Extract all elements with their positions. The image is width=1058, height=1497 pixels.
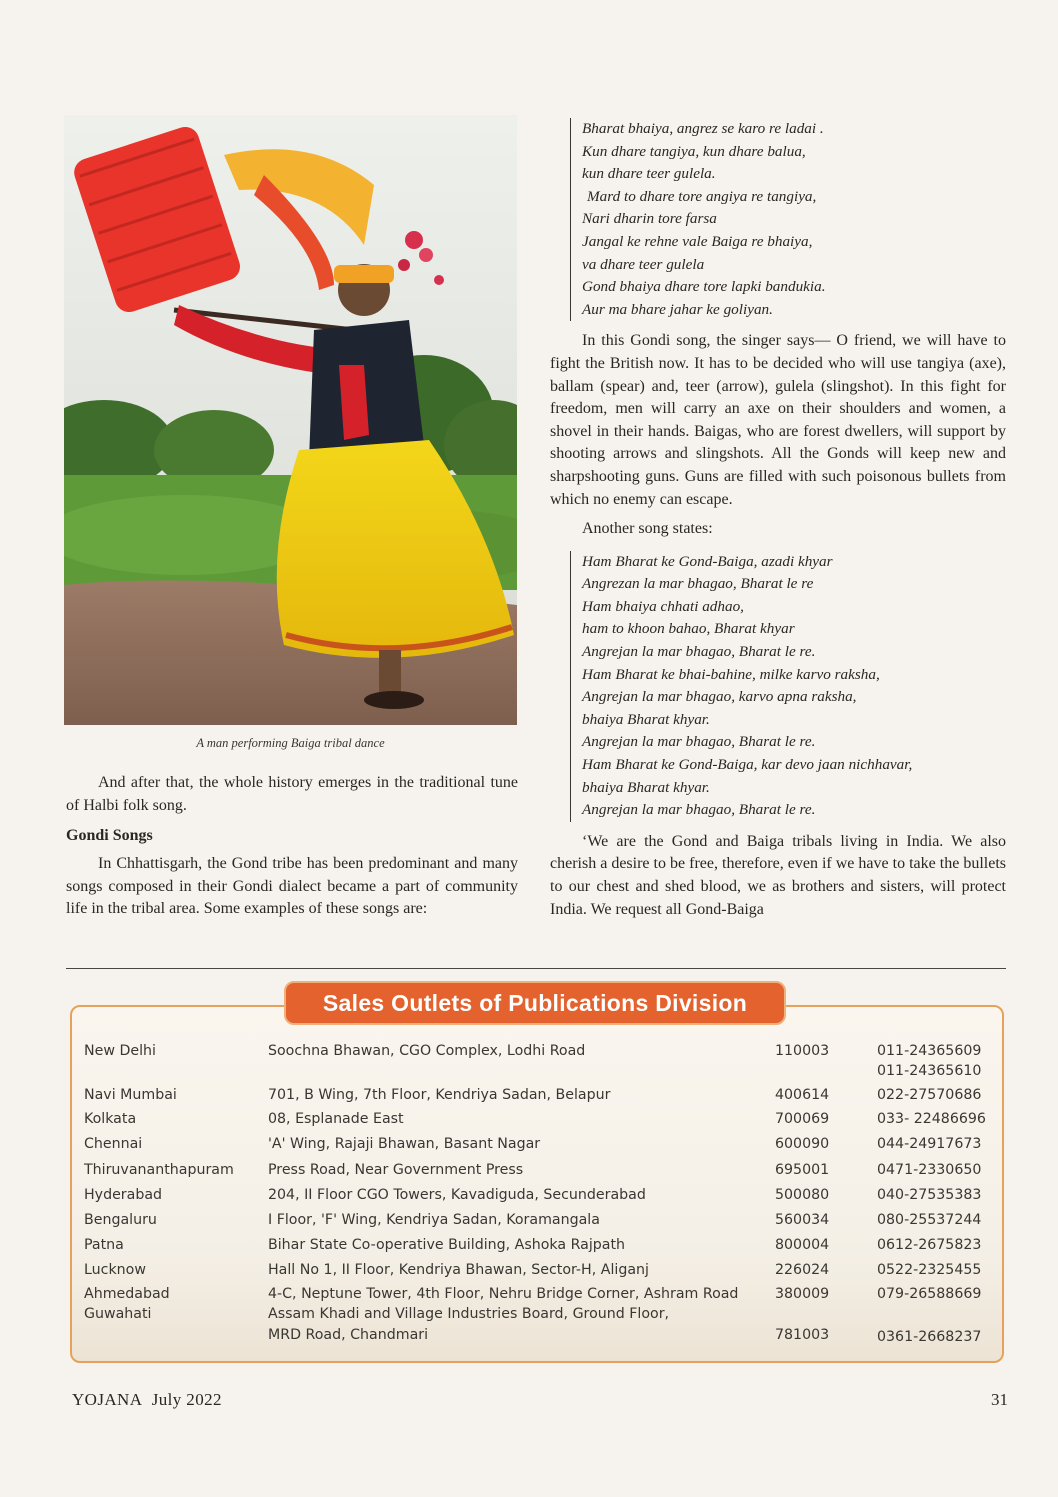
outlet-city: Ahmedabad bbox=[84, 1286, 170, 1302]
page-number: 31 bbox=[991, 1390, 1008, 1409]
outlet-address: Soochna Bhawan, CGO Complex, Lodhi Road bbox=[268, 1043, 586, 1059]
outlet-city: Chennai bbox=[84, 1136, 143, 1152]
magazine-name: YOJANA bbox=[72, 1390, 143, 1409]
outlet-phone: 0522-2325455 bbox=[877, 1262, 982, 1278]
outlet-pin: 800004 bbox=[775, 1237, 830, 1253]
sales-outlets-box bbox=[70, 1005, 1004, 1363]
outlet-phone: 011-24365609 bbox=[877, 1043, 982, 1059]
song-verse-2 bbox=[570, 551, 1006, 822]
column-divider bbox=[66, 968, 1006, 969]
verse-line: Angrejan la mar bhagao, Bharat le re. bbox=[582, 801, 816, 819]
outlet-address: Bihar State Co-operative Building, Ashoka Rajpath bbox=[268, 1237, 626, 1253]
right-column bbox=[550, 118, 1006, 928]
verse-line: Mard to dhare tore angiya re tangiya, bbox=[587, 187, 817, 205]
outlet-phone: 044-24917673 bbox=[877, 1136, 982, 1152]
outlet-pin: 781003 bbox=[775, 1327, 830, 1343]
outlet-phone: 040-27535383 bbox=[877, 1187, 982, 1203]
verse-line: Jangal ke rehne vale Baiga re bhaiya, bbox=[582, 232, 813, 250]
verse-line: bhaiya Bharat khyar. bbox=[582, 710, 710, 728]
outlet-city: Thiruvananthapuram bbox=[84, 1162, 234, 1178]
paragraph-halbi: And after that, the whole history emerges in the traditional tune of Halbi folk song. bbox=[66, 774, 518, 814]
outlet-phone: 0471-2330650 bbox=[877, 1162, 982, 1178]
outlet-pin: 500080 bbox=[775, 1187, 830, 1203]
song-verse-1 bbox=[570, 118, 1006, 321]
outlet-address: Press Road, Near Government Press bbox=[268, 1162, 524, 1178]
outlet-pin: 380009 bbox=[775, 1286, 830, 1302]
verse-line: Ham Bharat ke Gond-Baiga, azadi khyar bbox=[582, 552, 833, 570]
verse-line: Angrejan la mar bhagao, karvo apna raksha, bbox=[582, 688, 857, 706]
dance-photo bbox=[64, 115, 517, 725]
outlet-city: Lucknow bbox=[84, 1262, 146, 1278]
outlet-city: Hyderabad bbox=[84, 1187, 163, 1203]
outlet-address: 4-C, Neptune Tower, 4th Floor, Nehru Bridge Corner, Ashram Road bbox=[268, 1286, 739, 1302]
outlet-address: I Floor, 'F' Wing, Kendriya Sadan, Koramangala bbox=[268, 1212, 600, 1228]
verse-line: bhaiya Bharat khyar. bbox=[582, 778, 710, 796]
outlet-phone-2: 011-24365610 bbox=[877, 1063, 982, 1079]
verse-line: Ham Bharat ke Gond-Baiga, kar devo jaan nichhavar, bbox=[582, 756, 913, 774]
outlet-phone: 033- 22486696 bbox=[877, 1111, 986, 1127]
outlet-pin: 560034 bbox=[775, 1212, 830, 1228]
verse-line: Bharat bhaiya, angrez se karo re ladai . bbox=[582, 120, 824, 137]
outlet-address: 08, Esplanade East bbox=[268, 1111, 404, 1127]
outlet-city: Kolkata bbox=[84, 1111, 137, 1127]
outlet-city: New Delhi bbox=[84, 1043, 156, 1059]
outlet-address: Assam Khadi and Village Industries Board, Ground Floor, bbox=[268, 1306, 670, 1322]
outlet-phone: 080-25537244 bbox=[877, 1212, 982, 1228]
paragraph-gond-tribe: In Chhattisgarh, the Gond tribe has been predominant and many songs composed in their Gondi dialect became a part of community life in the tribal area. Some examples of these songs are: bbox=[66, 855, 518, 917]
outlet-phone: 0612-2675823 bbox=[877, 1237, 982, 1253]
outlet-city: Patna bbox=[84, 1237, 124, 1253]
issue-date: July 2022 bbox=[151, 1390, 222, 1409]
dancer-illustration bbox=[64, 115, 517, 725]
section-heading-gondi-songs: Gondi Songs bbox=[66, 827, 153, 844]
outlet-address: 'A' Wing, Rajaji Bhawan, Basant Nagar bbox=[268, 1136, 541, 1152]
outlet-pin: 110003 bbox=[775, 1043, 830, 1059]
verse-line: ham to khoon bahao, Bharat khyar bbox=[582, 620, 795, 638]
verse-line: va dhare teer gulela bbox=[582, 255, 705, 273]
outlet-address: Hall No 1, II Floor, Kendriya Bhawan, Sector-H, Aliganj bbox=[268, 1262, 649, 1278]
outlet-pin: 695001 bbox=[775, 1162, 830, 1178]
photo-caption: A man performing Baiga tribal dance bbox=[196, 736, 385, 750]
outlet-pin: 226024 bbox=[775, 1262, 830, 1278]
outlet-address: 204, II Floor CGO Towers, Kavadiguda, Secunderabad bbox=[268, 1187, 646, 1203]
verse-line: Angrezan la mar bhagao, Bharat le re bbox=[582, 575, 814, 593]
outlet-pin: 700069 bbox=[775, 1111, 830, 1127]
outlet-pin: 600090 bbox=[775, 1136, 830, 1152]
outlet-pin: 400614 bbox=[775, 1087, 830, 1103]
paragraph-another-song: Another song states: bbox=[582, 520, 713, 538]
outlet-address: 701, B Wing, 7th Floor, Kendriya Sadan, Belapur bbox=[268, 1087, 611, 1103]
sales-outlets-title: Sales Outlets of Publications Division bbox=[284, 981, 786, 1025]
verse-line: Nari dharin tore farsa bbox=[582, 210, 717, 228]
verse-line: Aur ma bhare jahar ke goliyan. bbox=[582, 300, 773, 318]
footer-issue bbox=[72, 1390, 222, 1410]
paragraph-translation: ‘We are the Gond and Baiga tribals living in India. We also cherish a desire to be free, therefore, even if we have to take the bullets to our chest and shed blood, we as brothers and sisters, will protect India. We request all Gond-Baiga bbox=[550, 832, 1006, 918]
verse-line: Ham Bharat ke bhai-bahine, milke karvo raksha, bbox=[582, 665, 880, 683]
outlet-address-2: MRD Road, Chandmari bbox=[268, 1327, 429, 1343]
verse-line: Angrejan la mar bhagao, Bharat le re. bbox=[582, 643, 816, 661]
verse-line: Angrejan la mar bhagao, Bharat le re. bbox=[582, 733, 816, 751]
outlet-phone: 022-27570686 bbox=[877, 1087, 982, 1103]
left-column bbox=[66, 772, 518, 921]
verse-line: Kun dhare tangiya, kun dhare balua, bbox=[582, 142, 806, 160]
outlet-city: Guwahati bbox=[84, 1306, 152, 1322]
verse-line: Ham bhaiya chhati adhao, bbox=[582, 597, 744, 615]
paragraph-song-meaning: In this Gondi song, the singer says— O friend, we will have to fight the British now. It has to be decided who will use tangiya (axe), ballam (spear) and, teer (arrow), gulela (slingshot). In this fight for freedom, men will carry an axe on their shoulders and women, a shovel in their hands. Baigas, who are forest dwellers, will support by shooting arrows and slingshots. All the Gonds will keep new and sharpshooting guns. Guns are filled with such poisonous bullets from which no enemy can escape. bbox=[550, 332, 1006, 508]
outlet-city: Navi Mumbai bbox=[84, 1087, 177, 1103]
verse-line: Gond bhaiya dhare tore lapki bandukia. bbox=[582, 278, 826, 296]
outlet-city: Bengaluru bbox=[84, 1212, 157, 1228]
outlet-phone: 0361-2668237 bbox=[877, 1329, 982, 1345]
verse-line: kun dhare teer gulela. bbox=[582, 165, 716, 183]
outlet-phone: 079-26588669 bbox=[877, 1286, 982, 1302]
